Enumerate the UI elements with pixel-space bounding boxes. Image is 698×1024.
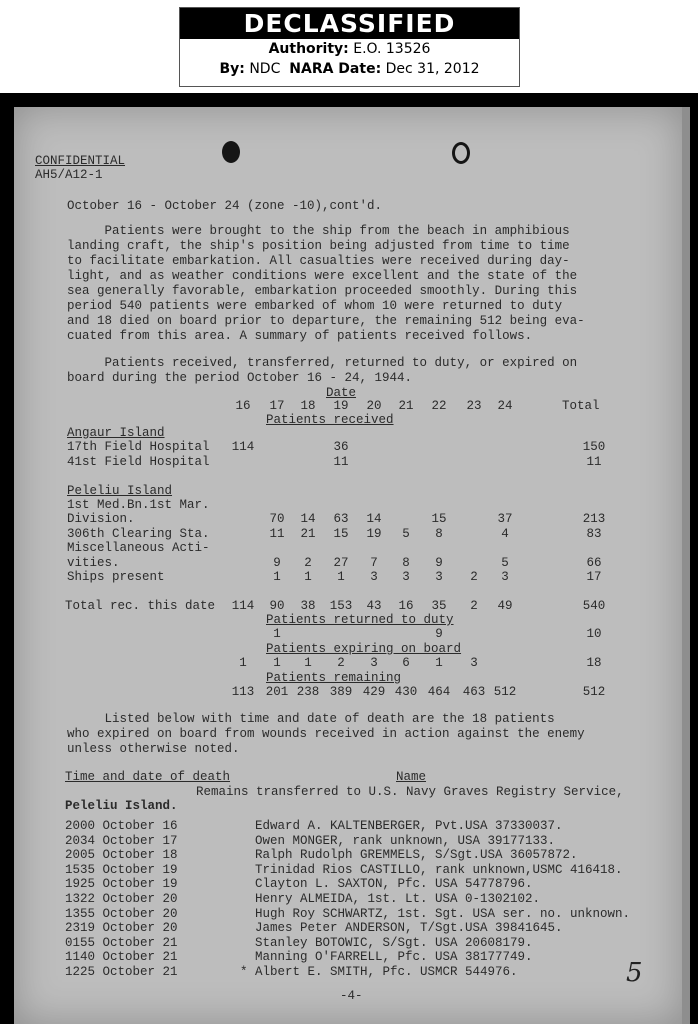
remaining-cell: 512 xyxy=(493,685,517,699)
paragraph-line: Listed below with time and date of death are the 18 patients xyxy=(67,712,555,726)
death-time: 1140 October 21 xyxy=(65,950,178,965)
punch-hole-left xyxy=(222,141,240,163)
table-cell: 7 xyxy=(370,556,378,570)
death-time: 1225 October 21 xyxy=(65,965,178,979)
remaining-cell: 463 xyxy=(462,685,486,699)
day-column-header: 18 xyxy=(300,399,316,413)
by-value: NDC xyxy=(249,61,281,77)
table-cell: 15 xyxy=(431,512,447,526)
paragraph-line: light, and as weather conditions were excellent and the state of the xyxy=(67,269,578,283)
death-name: Manning O'FARRELL, Pfc. USA 38177749. xyxy=(255,950,533,965)
declassification-banner-area xyxy=(0,0,698,93)
table-cell: 1 xyxy=(337,570,345,584)
returned-cell: 9 xyxy=(435,627,443,641)
remaining-cell: 113 xyxy=(231,685,255,699)
death-name: Trinidad Rios CASTILLO, rank unknown,USMC 416418. xyxy=(255,862,623,877)
day-column-header: 20 xyxy=(366,399,382,413)
death-time: 2000 October 16 xyxy=(65,819,178,833)
expiring-cell: 2 xyxy=(337,656,345,670)
row-label: 41st Field Hospital xyxy=(67,455,210,469)
total-received-sum: 540 xyxy=(582,599,606,613)
death-time: 2005 October 18 xyxy=(65,848,178,863)
death-time: 1322 October 20 xyxy=(65,892,178,906)
table-cell: 3 xyxy=(370,570,378,584)
row-total: 213 xyxy=(582,512,606,526)
handwritten-page-mark: 5 xyxy=(626,958,643,988)
expiring-cell: 3 xyxy=(370,656,378,670)
total-received-cell: 43 xyxy=(366,599,382,613)
death-name: Clayton L. SAXTON, Pfc. USA 54778796. xyxy=(255,877,533,892)
expiring-heading: Patients expiring on board xyxy=(266,642,462,656)
death-time: 1355 October 20 xyxy=(65,906,178,921)
table-cell: 8 xyxy=(435,527,443,541)
group-name-angaur: Angaur Island xyxy=(67,426,165,440)
paragraph-line: Patients received, transferred, returned to duty, or expired on xyxy=(67,356,578,370)
row-label: 17th Field Hospital xyxy=(67,440,210,454)
page-number: -4- xyxy=(340,989,363,1003)
total-received-cell: 90 xyxy=(269,599,285,613)
death-time: 2319 October 20 xyxy=(65,921,178,936)
expiring-cell: 1 xyxy=(239,656,247,670)
classification-marking: CONFIDENTIAL xyxy=(35,154,126,168)
table-cell: 36 xyxy=(333,440,349,454)
total-received-cell: 35 xyxy=(431,599,447,613)
column-heading-name: Name xyxy=(396,770,427,784)
file-reference: AH5/A12-1 xyxy=(35,168,103,182)
page-edge xyxy=(682,107,690,1024)
day-column-header: 22 xyxy=(431,399,447,413)
declassified-title: DECLASSIFIED xyxy=(180,8,519,39)
table-cell: 15 xyxy=(333,527,349,541)
nara-date-label: NARA Date: xyxy=(289,61,382,77)
paragraph-line: and 18 died on board prior to departure, the remaining 512 being eva- xyxy=(67,314,585,328)
death-name: Albert E. SMITH, Pfc. USMCR 544976. xyxy=(255,965,518,979)
death-name: Ralph Rudolph GREMMELS, S/Sgt.USA 36057872. xyxy=(255,848,578,863)
death-time: 0155 October 21 xyxy=(65,935,178,950)
expiring-cell: 3 xyxy=(470,656,478,670)
paragraph-line: landing craft, the ship's position being adjusted from time to time xyxy=(67,239,570,253)
declassification-stamp xyxy=(179,7,520,87)
table-cell: 19 xyxy=(366,527,382,541)
table-cell: 1 xyxy=(304,570,312,584)
table-cell: 2 xyxy=(304,556,312,570)
authority-label: Authority: xyxy=(268,41,349,57)
row-total: 66 xyxy=(586,556,602,570)
row-label: Ships present xyxy=(67,570,165,584)
returned-heading: Patients returned to duty xyxy=(266,613,454,627)
total-received-cell: 114 xyxy=(231,599,255,613)
paragraph-line: unless otherwise noted. xyxy=(67,742,240,756)
table-cell: 5 xyxy=(402,527,410,541)
paragraph-line: sea generally favorable, embarkation proceeded smoothly. During this xyxy=(67,284,578,298)
remaining-cell: 389 xyxy=(329,685,353,699)
death-name: Hugh Roy SCHWARTZ, 1st. Sgt. USA ser. no. unknown. xyxy=(255,906,631,921)
table-cell: 14 xyxy=(366,512,382,526)
death-time: 1925 October 19 xyxy=(65,877,178,892)
returned-total: 10 xyxy=(586,627,602,641)
death-name: James Peter ANDERSON, T/Sgt.USA 39841645. xyxy=(255,921,563,936)
paragraph-line: who expired on board from wounds received in action against the enemy xyxy=(67,727,585,741)
group-name-peleliu: Peleliu Island xyxy=(67,484,173,498)
remaining-total: 512 xyxy=(582,685,606,699)
table-cell: 114 xyxy=(231,440,255,454)
day-column-header: 17 xyxy=(269,399,285,413)
day-column-header: 19 xyxy=(333,399,349,413)
paragraph-line: period 540 patients were embarked of whom 10 were returned to duty xyxy=(67,299,563,313)
death-marker: * xyxy=(240,965,248,979)
row-label: 1st Med.Bn.1st Mar. xyxy=(67,498,210,512)
remaining-cell: 464 xyxy=(427,685,451,699)
location-label: Peleliu Island. xyxy=(65,799,178,813)
day-column-header: 21 xyxy=(398,399,414,413)
total-heading: Total xyxy=(562,399,600,413)
table-cell: 9 xyxy=(273,556,281,570)
table-cell: 3 xyxy=(402,570,410,584)
death-time: 1535 October 19 xyxy=(65,862,178,877)
total-received-cell: 2 xyxy=(470,599,478,613)
day-column-header: 23 xyxy=(466,399,482,413)
table-cell: 70 xyxy=(269,512,285,526)
table-cell: 3 xyxy=(501,570,509,584)
expiring-cell: 1 xyxy=(304,656,312,670)
paragraph-line: cuated from this area. A summary of patients received follows. xyxy=(67,329,533,343)
returned-cell: 1 xyxy=(273,627,281,641)
date-heading: Date xyxy=(326,386,357,400)
authority-line xyxy=(180,39,519,59)
total-received-label: Total rec. this date xyxy=(65,599,216,613)
expiring-cell: 1 xyxy=(273,656,281,670)
table-cell: 63 xyxy=(333,512,349,526)
paragraph-line: to facilitate embarkation. All casualties were received during day- xyxy=(67,254,570,268)
day-column-header: 24 xyxy=(497,399,513,413)
received-heading: Patients received xyxy=(266,413,394,427)
by-line xyxy=(180,59,519,79)
death-time: 2034 October 17 xyxy=(65,833,178,848)
total-received-cell: 38 xyxy=(300,599,316,613)
paragraph-line: board during the period October 16 - 24, 1944. xyxy=(67,371,413,385)
expiring-cell: 6 xyxy=(402,656,410,670)
table-cell: 5 xyxy=(501,556,509,570)
table-cell: 11 xyxy=(269,527,285,541)
table-cell: 8 xyxy=(402,556,410,570)
total-received-cell: 49 xyxy=(497,599,513,613)
table-cell: 2 xyxy=(470,570,478,584)
table-cell: 27 xyxy=(333,556,349,570)
row-total: 83 xyxy=(586,527,602,541)
table-cell: 37 xyxy=(497,512,513,526)
paragraph-line: Patients were brought to the ship from the beach in amphibious xyxy=(67,224,570,238)
death-name: Stanley BOTOWIC, S/Sgt. USA 20608179. xyxy=(255,935,533,950)
row-total: 150 xyxy=(582,440,606,454)
death-name: Owen MONGER, rank unknown, USA 39177133. xyxy=(255,833,556,848)
table-cell: 4 xyxy=(501,527,509,541)
expiring-total: 18 xyxy=(586,656,602,670)
nara-date-value: Dec 31, 2012 xyxy=(385,61,480,77)
row-total: 17 xyxy=(586,570,602,584)
table-cell: 14 xyxy=(300,512,316,526)
remaining-cell: 238 xyxy=(296,685,320,699)
remaining-cell: 201 xyxy=(265,685,289,699)
remaining-cell: 430 xyxy=(394,685,418,699)
remaining-heading: Patients remaining xyxy=(266,671,402,685)
table-cell: 3 xyxy=(435,570,443,584)
row-total: 11 xyxy=(586,455,602,469)
row-label: 306th Clearing Sta. xyxy=(67,527,210,541)
day-column-header: 16 xyxy=(235,399,251,413)
table-cell: 21 xyxy=(300,527,316,541)
remains-note: Remains transferred to U.S. Navy Graves Registry Service, xyxy=(196,785,624,799)
remaining-cell: 429 xyxy=(362,685,386,699)
death-name: Edward A. KALTENBERGER, Pvt.USA 37330037. xyxy=(255,819,563,833)
row-label: vities. xyxy=(67,556,120,570)
expiring-cell: 1 xyxy=(435,656,443,670)
period-heading: October 16 - October 24 (zone -10),cont'd. xyxy=(67,199,383,213)
table-cell: 11 xyxy=(333,455,349,469)
authority-value: E.O. 13526 xyxy=(353,41,431,57)
column-heading-time: Time and date of death xyxy=(65,770,231,784)
table-cell: 1 xyxy=(273,570,281,584)
total-received-cell: 16 xyxy=(398,599,414,613)
row-label: Division. xyxy=(67,512,135,526)
by-label: By: xyxy=(219,61,245,77)
total-received-cell: 153 xyxy=(329,599,353,613)
death-name: Henry ALMEIDA, 1st. Lt. USA 0-1302102. xyxy=(255,892,541,906)
table-cell: 9 xyxy=(435,556,443,570)
punch-hole-right xyxy=(452,142,470,164)
row-label: Miscellaneous Acti- xyxy=(67,541,210,555)
